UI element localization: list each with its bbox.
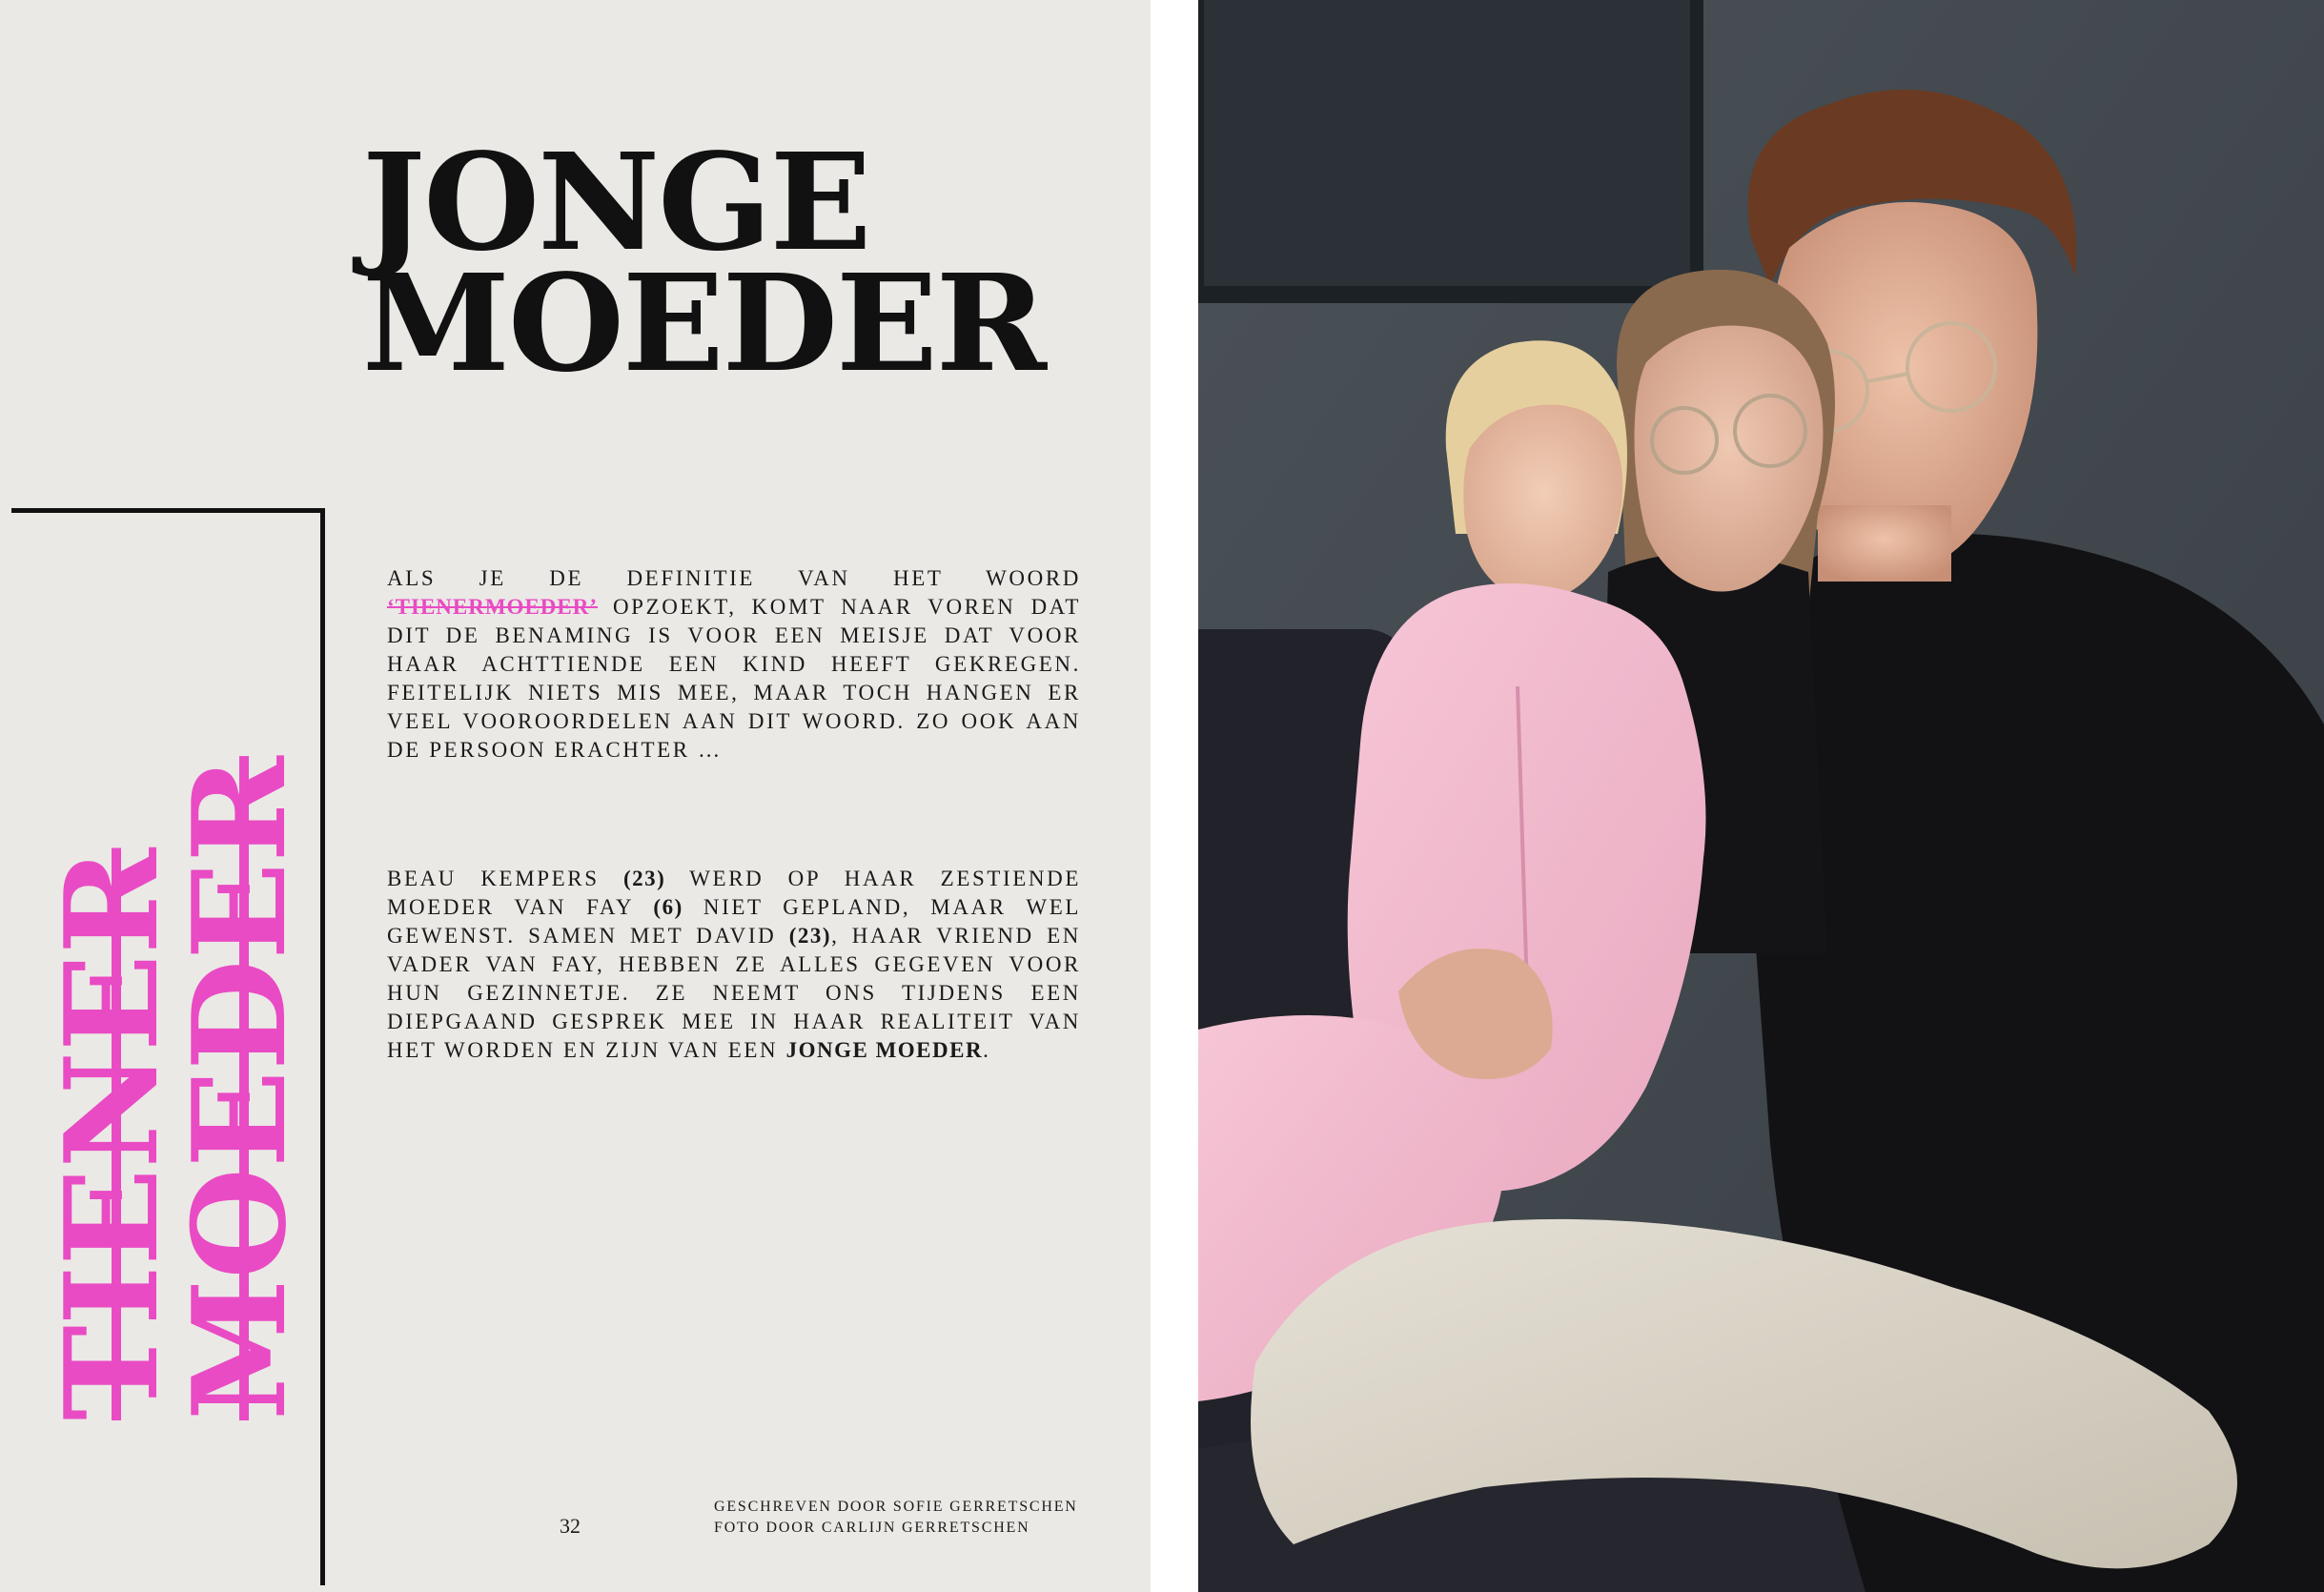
intro-paragraph [387,564,1081,765]
credits [714,1497,1078,1539]
writer-credit: GESCHREVEN DOOR SOFIE GERRETSCHEN [714,1499,1078,1515]
headline [362,125,1046,402]
vertical-title-line-2: MOEDER [164,756,315,1420]
family-photo [1198,0,2324,1592]
headline-line-1: JONGE [362,125,870,281]
lead-text-1: BEAU KEMPERS [387,867,623,890]
lead-age-beau: (23) [622,867,666,890]
lead-paragraph [387,865,1081,1065]
man-neck [1818,505,1951,582]
lead-text-3: NIET GEPLAND, MAAR WEL GEWENST. SAMEN MET DAVID [387,895,1082,948]
vertical-title-line-1: TIENER [36,847,187,1420]
lead-age-fay: (6) [653,895,683,919]
vertical-title [36,756,315,1420]
lead-text-2: WERD OP HAAR ZESTIENDE MOEDER VAN FAY [387,867,1081,919]
family-photo-illustration [1198,0,2324,1592]
intro-highlight-word: ‘TIENERMOEDER’ [387,595,599,619]
picture-canvas [1204,0,1690,286]
lead-age-david: (23) [788,924,832,948]
lead-bold-phrase: JONGE MOEDER [785,1038,984,1062]
headline-line-2: MOEDER [362,246,1046,402]
lead-text-4: , HAAR VRIEND EN VADER VAN FAY, HEBBEN ZE ALLES GEGEVEN VOOR HUN GEZINNETJE. ZE NEEMT ONS TIJDENS EEN DIEPGAAND GESPREK MEE IN HAAR REALITEIT VAN HET WORDEN EN ZIJN VAN EEN [387,924,1081,1062]
photo-credit: FOTO DOOR CARLIJN GERRETSCHEN [714,1520,1030,1536]
page-number: 32 [560,1514,581,1538]
left-page [0,0,1151,1592]
lead-text-5: . [983,1038,991,1062]
intro-text-before: ALS JE DE DEFINITIE VAN HET WOORD [387,566,1081,590]
intro-text-after: OPZOEKT, KOMT NAAR VOREN DAT DIT DE BENAMING IS VOOR EEN MEISJE DAT VOOR HAAR ACHTTIENDE EEN KIND HEEFT GEKREGEN. FEITELIJK NIETS MIS MEE, MAAR TOCH HANGEN ER VEEL VOOROORDELEN AAN DIT WOORD. ZO OOK AAN DE PERSOON ERACHTER … [387,595,1081,762]
